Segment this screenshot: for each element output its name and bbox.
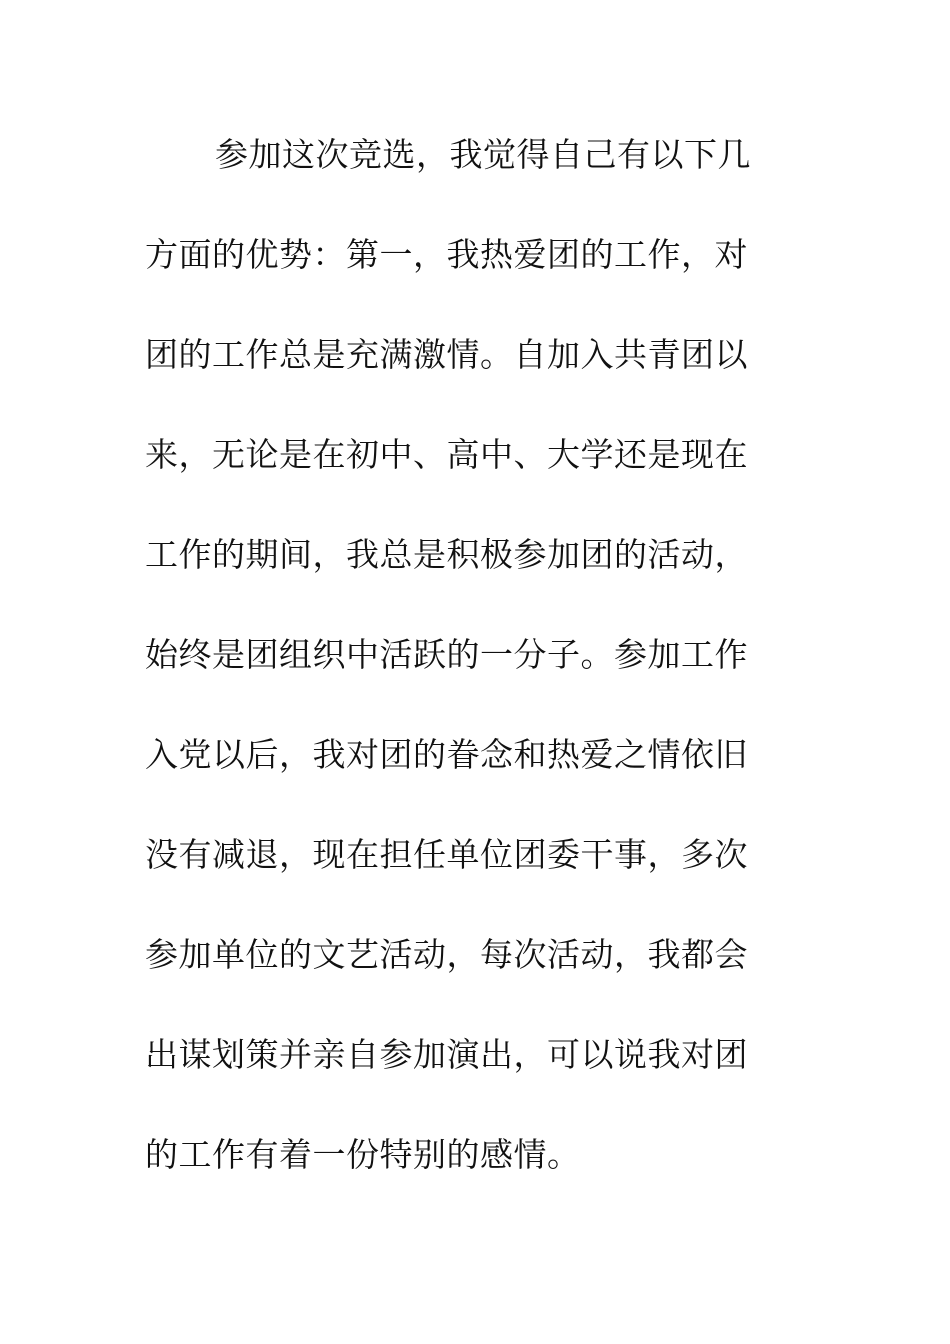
text-line: 来，无论是在初中、高中、大学还是现在 <box>145 435 748 474</box>
text-line: 的工作有着一份特别的感情。 <box>145 1135 581 1174</box>
text-line: 团的工作总是充满激情。自加入共青团以 <box>145 335 748 374</box>
text-line: 出谋划策并亲自参加演出，可以说我对团 <box>145 1035 748 1074</box>
text-line: 参加单位的文艺活动，每次活动，我都会 <box>145 935 748 974</box>
text-line: 没有减退，现在担任单位团委干事，多次 <box>145 835 748 874</box>
text-line: 参加这次竞选，我觉得自己有以下几 <box>215 135 751 174</box>
text-line: 工作的期间，我总是积极参加团的活动， <box>145 535 748 574</box>
paragraph <box>145 125 785 1225</box>
text-line: 方面的优势：第一，我热爱团的工作，对 <box>145 235 748 274</box>
text-line: 入党以后，我对团的眷念和热爱之情依旧 <box>145 735 748 774</box>
text-line: 始终是团组织中活跃的一分子。参加工作 <box>145 635 748 674</box>
